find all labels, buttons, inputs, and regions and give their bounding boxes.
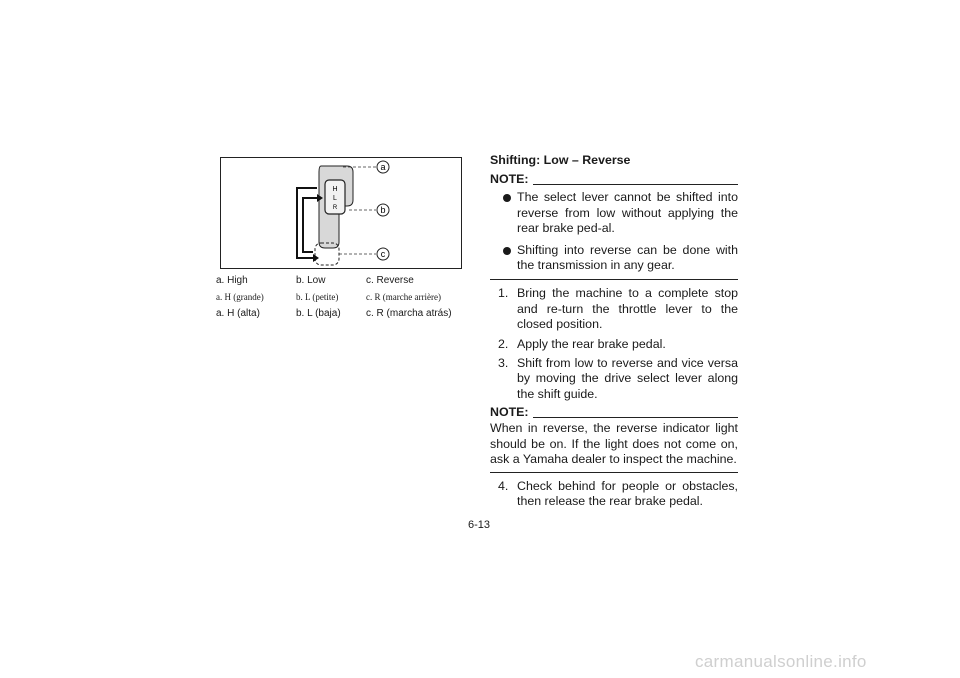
legend-es-b: b. L (baja)	[296, 308, 341, 319]
note-label-1: NOTE:	[490, 172, 529, 186]
note-end-rule-2	[490, 472, 738, 473]
step-number-3: 3.	[498, 356, 509, 371]
legend-en-a: a. High	[216, 275, 248, 286]
step-number-4: 4.	[498, 478, 509, 493]
legend-en-c: c. Reverse	[366, 275, 414, 286]
step-1	[490, 286, 738, 332]
step-text-2: Apply the rear brake pedal.	[517, 336, 666, 351]
callout-b: b	[380, 205, 386, 215]
note-header-1	[490, 173, 738, 187]
legend-es-c: c. R (marcha atrás)	[366, 308, 452, 319]
legend-en-b: b. Low	[296, 275, 326, 286]
page-number: 6-13	[468, 519, 491, 531]
step-3	[490, 356, 738, 402]
step-text-3: Shift from low to reverse and vice versa by moving the drive select lever along the shift guide.	[517, 356, 738, 401]
step-text-4: Check behind for people or obstacles, then release the rear brake pedal.	[517, 478, 738, 508]
step-4	[490, 479, 738, 510]
lever-mark-l: L	[333, 195, 337, 202]
note-end-rule-1	[490, 279, 738, 280]
callout-c: c	[380, 249, 386, 259]
step-2	[490, 337, 738, 352]
legend-fr-c: c. R (marche arrière)	[366, 292, 441, 302]
callout-a: a	[380, 162, 386, 172]
legend-es-a: a. H (alta)	[216, 308, 260, 319]
shift-guide-diagram	[221, 158, 463, 270]
legend-fr-a: a. H (grande)	[216, 292, 264, 302]
arrow-head-down	[313, 254, 319, 262]
note-header-2	[490, 406, 738, 420]
note-text-2: When in reverse, the reverse indicator light should be on. If the light does not come on, ask a Yamaha dealer to inspect the machine.	[490, 421, 738, 467]
note-label-2: NOTE:	[490, 404, 529, 419]
instructions-column	[490, 153, 738, 513]
shift-guide-figure	[220, 157, 462, 269]
note-bullet-2	[490, 243, 738, 274]
bullet-dot-icon	[503, 194, 511, 202]
bullet-dot-icon	[503, 247, 511, 255]
note-bullet-1	[490, 190, 738, 236]
section-heading: Shifting: Low – Reverse	[490, 153, 631, 167]
step-number-1: 1.	[498, 286, 509, 301]
note-rule-2	[533, 417, 738, 418]
shift-path-inner	[303, 198, 317, 252]
step-number-2: 2.	[498, 336, 509, 351]
legend-fr-b: b. L (petite)	[296, 292, 339, 302]
lever-mark-h: H	[332, 186, 338, 193]
note-rule-1	[533, 184, 738, 185]
note-bullet-text-2: Shifting into reverse can be done with the transmission in any gear.	[517, 242, 738, 273]
watermark: carmanualsonline.info	[695, 652, 867, 671]
note-bullet-text-1: The select lever cannot be shifted into reverse from low without applying the rear brake ped-al.	[517, 190, 738, 236]
lever-mark-r: R	[332, 205, 338, 211]
step-text-1: Bring the machine to a complete stop and re-turn the throttle lever to the closed position.	[517, 286, 738, 332]
